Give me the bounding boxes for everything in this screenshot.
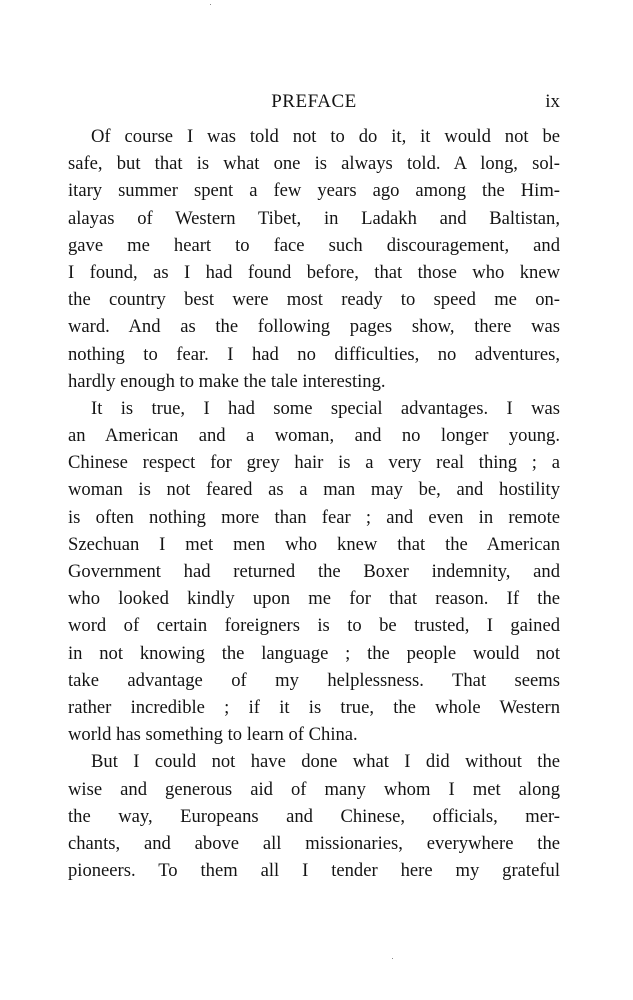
text-line: I found, as I had found before, that those who knew: [68, 261, 560, 283]
text-line: chants, and above all missionaries, everywhere the: [68, 832, 560, 854]
text-line: It is true, I had some special advantages. I was: [91, 397, 560, 419]
text-line: is often nothing more than fear ; and even in remote: [68, 506, 560, 528]
text-line: wise and generous aid of many whom I met along: [68, 778, 560, 800]
text-line: word of certain foreigners is to be trusted, I gained: [68, 615, 560, 637]
text-line: pioneers. To them all I tender here my grateful: [68, 860, 560, 882]
running-head: PREFACE: [271, 91, 357, 112]
text-line: the country best were most ready to speed me on-: [68, 289, 560, 311]
body-text: [68, 123, 560, 884]
text-line: woman is not feared as a man may be, and hostility: [68, 479, 560, 501]
text-line: But I could not have done what I did without the: [91, 751, 560, 773]
text-line: Szechuan I met men who knew that the American: [68, 533, 560, 555]
page-header: [68, 90, 560, 114]
page-number: ix: [545, 91, 560, 112]
text-line: in not knowing the language ; the people would not: [68, 642, 560, 664]
text-line: hardly enough to make the tale interesting.: [68, 370, 386, 392]
text-line: Government had returned the Boxer indemnity, and: [68, 561, 560, 582]
scan-speck: [210, 4, 211, 5]
text-line: world has something to learn of China.: [68, 724, 358, 746]
text-line: rather incredible ; if it is true, the whole Western: [68, 696, 560, 718]
text-line: who looked kindly upon me for that reason. If the: [68, 588, 560, 610]
text-line: ward. And as the following pages show, there was: [68, 316, 560, 338]
text-line: take advantage of my helplessness. That seems: [68, 669, 560, 691]
text-line: Chinese respect for grey hair is a very real thing ; a: [68, 452, 560, 474]
text-line: itary summer spent a few years ago among the Him-: [68, 180, 560, 202]
text-line: alayas of Western Tibet, in Ladakh and Baltistan,: [68, 207, 560, 229]
text-line: nothing to fear. I had no difficulties, no adventures,: [68, 343, 560, 365]
scan-speck: [392, 958, 393, 959]
text-line: the way, Europeans and Chinese, officials, mer-: [68, 805, 560, 827]
text-line: Of course I was told not to do it, it would not be: [91, 126, 560, 147]
text-line: gave me heart to face such discouragement, and: [68, 234, 560, 256]
text-line: an American and a woman, and no longer young.: [68, 425, 560, 447]
text-line: safe, but that is what one is always told. A long, sol-: [68, 153, 560, 175]
